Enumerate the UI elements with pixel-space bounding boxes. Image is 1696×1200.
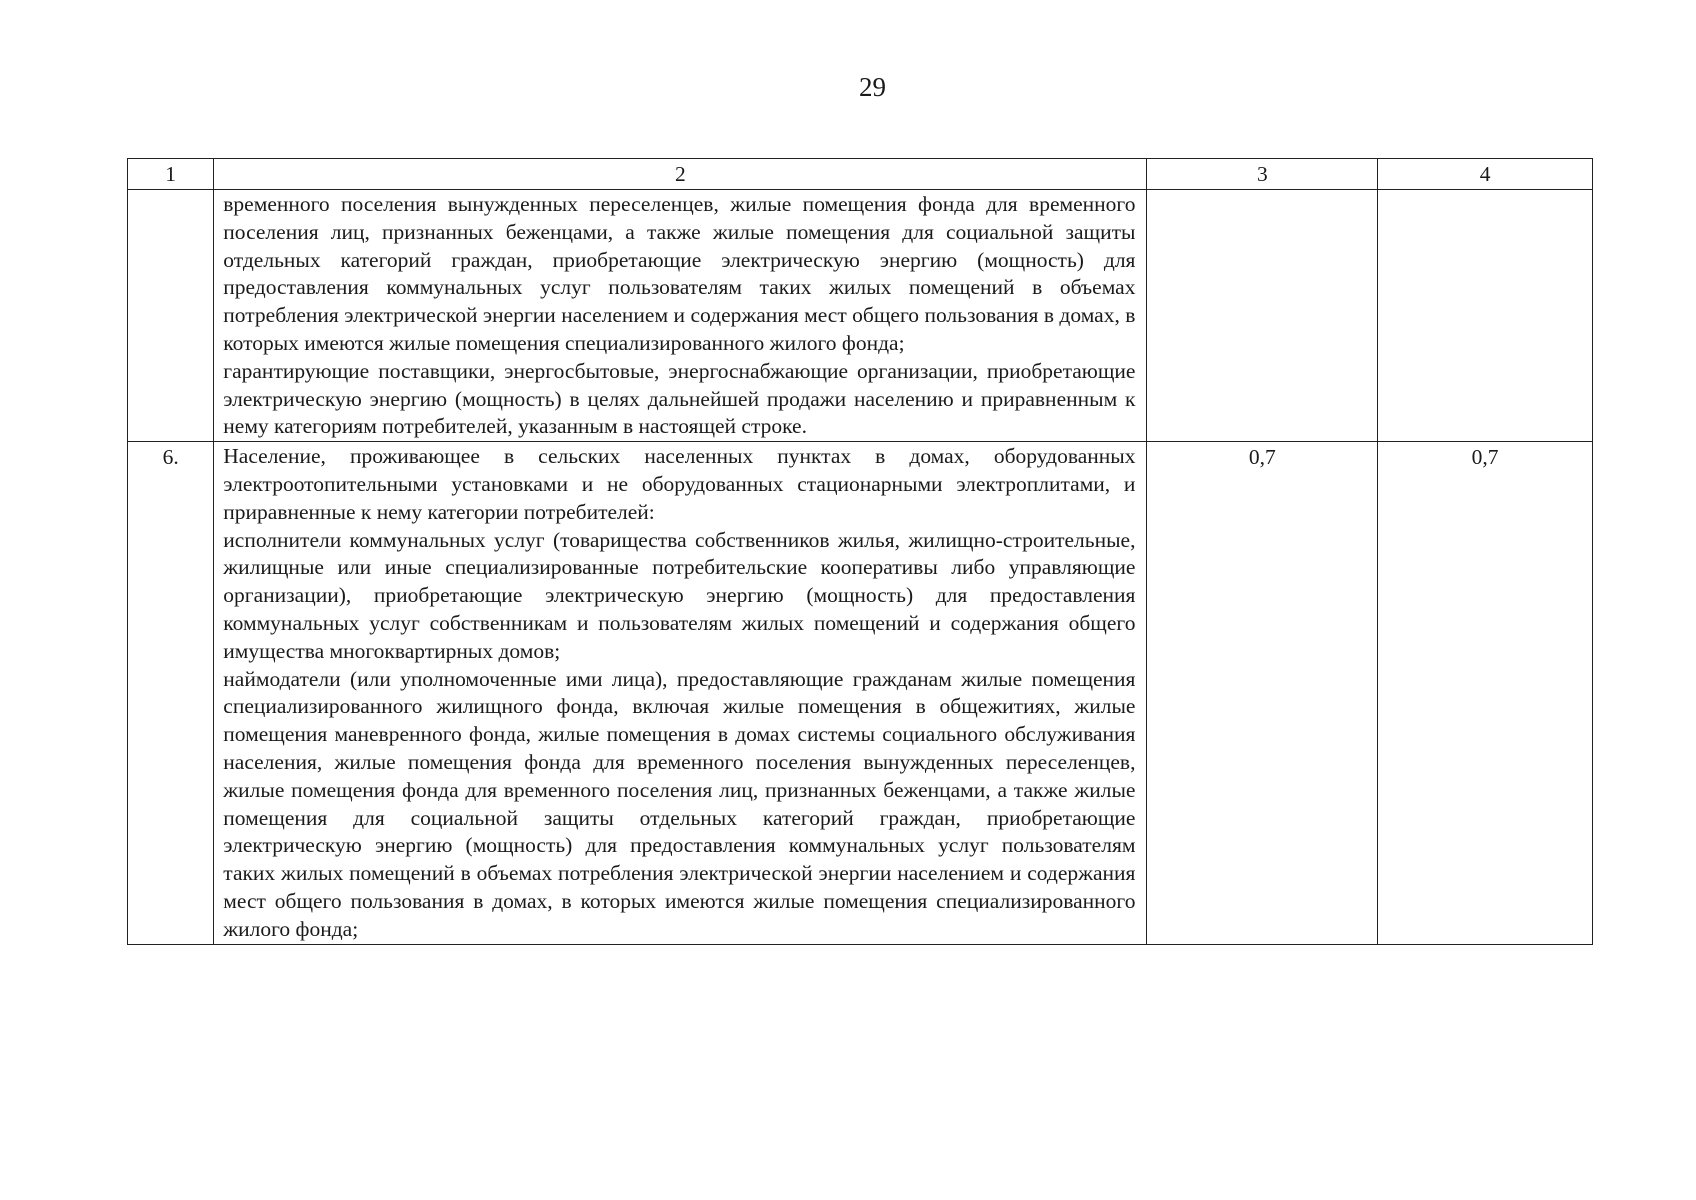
row-number-cell: 6. (128, 442, 214, 944)
row-value-col4: 0,7 (1378, 442, 1593, 944)
page-number: 29 (859, 72, 886, 102)
row-value-col3 (1147, 190, 1378, 442)
description-paragraph: наймодатели (или уполномоченные ими лица), предоставляющие гражданам жилые помещения специализированного жилищного фонда, включая жилые помещения в общежитиях, жилые помещения маневренного фонда, жилые помещения в домах системы социального обслуживания населения, жилые помещения фонда для временного поселения вынужденных переселенцев, жилые помещения фонда для временного поселения лиц, признанных беженцами, а также жилые помещения для социальной защиты отдельных категорий граждан, приобретающие электрическую энергию (мощность) для предоставления коммунальных услуг пользователям таких жилых помещений в объемах потребления электрической энергии населением и содержания мест общего пользования в домах, в которых имеются жилые помещения специализированного жилого фонда; (223, 666, 1136, 941)
row-number-cell (128, 190, 214, 442)
table-row-6 (128, 442, 1593, 944)
row-value-col4 (1378, 190, 1593, 442)
row-value-col3: 0,7 (1147, 442, 1378, 944)
column-header-4: 4 (1378, 159, 1593, 190)
row-description-cell (214, 442, 1147, 944)
column-header-2: 2 (214, 159, 1147, 190)
description-paragraph: временного поселения вынужденных переселенцев, жилые помещения фонда для временного поселения лиц, признанных беженцами, а также жилые помещения для социальной защиты отдельных категорий граждан, приобретающие электрическую энергию (мощность) для предоставления коммунальных услуг пользователям таких жилых помещений в объемах потребления электрической энергии населением и содержания мест общего пользования в домах, в которых имеются жилые помещения специализированного жилого фонда; (223, 192, 1136, 355)
table-row-continuation (128, 190, 1593, 442)
tariff-table (127, 158, 1593, 945)
description-paragraph: гарантирующие поставщики, энергосбытовые, энергоснабжающие организации, приобретающие электрическую энергию (мощность) в целях дальнейшей продажи населению и приравненным к нему категориям потребителей, указанным в настоящей строке. (223, 358, 1136, 439)
description-paragraph: исполнители коммунальных услуг (товарищества собственников жилья, жилищно-строительные, жилищные или иные специализированные потребительские кооперативы либо управляющие организации), приобретающие электрическую энергию (мощность) для предоставления коммунальных услуг собственникам и пользователям жилых помещений и содержания общего имущества многоквартирных домов; (223, 527, 1136, 663)
column-header-1: 1 (128, 159, 214, 190)
description-paragraph: Население, проживающее в сельских населенных пунктах в домах, оборудованных электроотопительными установками и не оборудованных стационарными электроплитами, и приравненные к нему категории потребителей: (223, 444, 1136, 524)
row-description-cell (214, 190, 1147, 442)
column-header-3: 3 (1147, 159, 1378, 190)
table-header-row (128, 159, 1593, 190)
